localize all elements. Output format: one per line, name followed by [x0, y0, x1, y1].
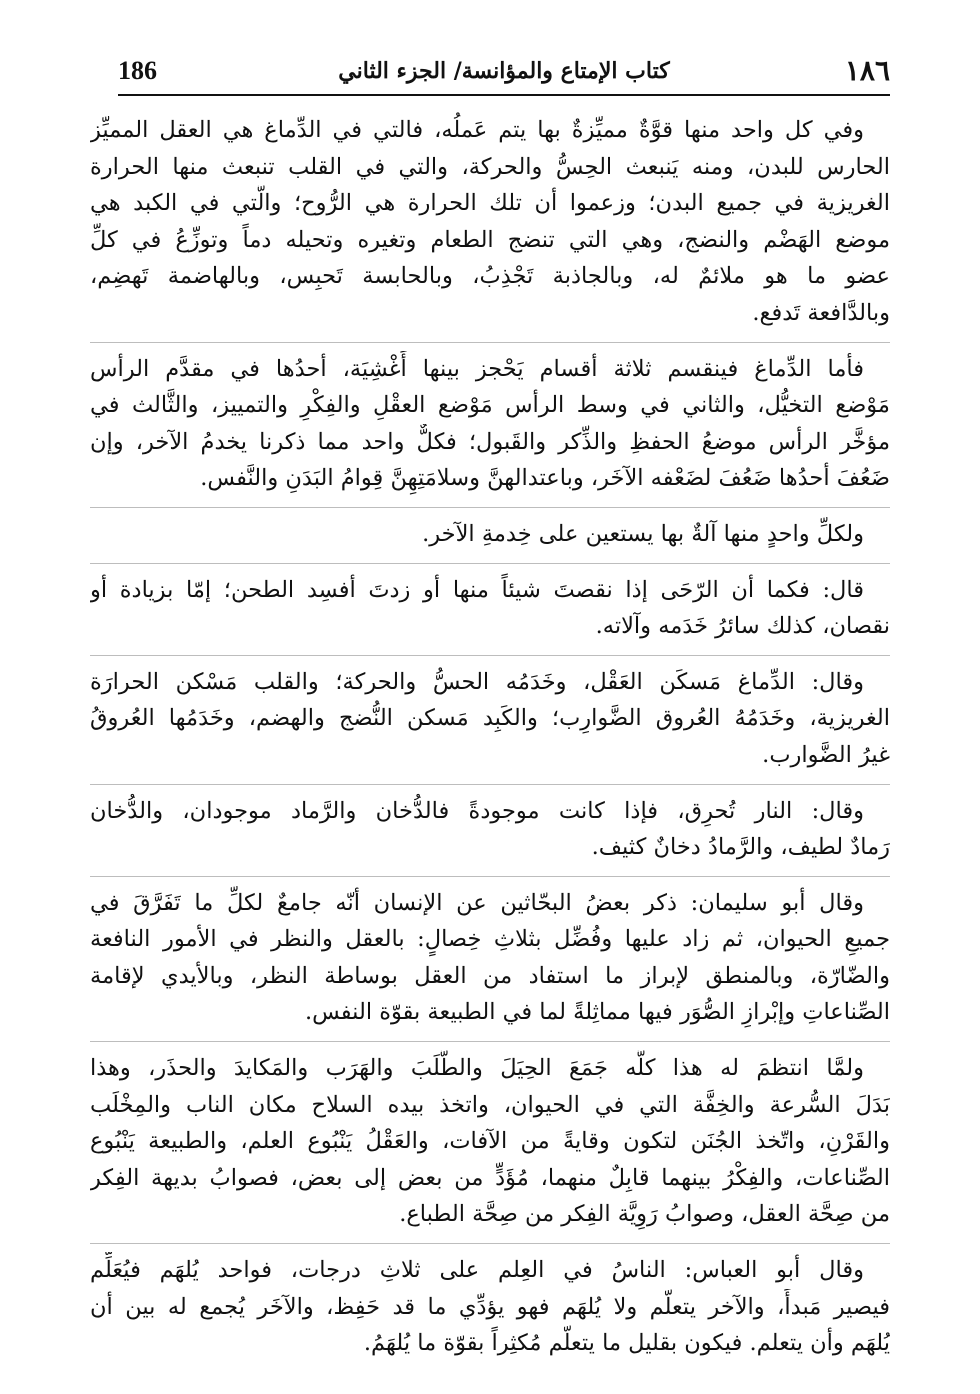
text-line: عضو ما هو ملائمٌ له، وبالجاذبة تَجْذِبُ، وبالحابسة تَحبِس، وبالهاضمة تَهضِم، [90, 263, 890, 290]
text-line: قال: فكما أن الرّحَى إذا نقصتَ شيئاً منها أو زدتَ أفسِد الطحن؛ إمّا بزيادة أو [90, 576, 864, 603]
text-line: ولكلِّ واحدٍ منها آلةٌ بها يستعين على خِدمةِ الآخر. [422, 520, 864, 547]
text-line: الصِّناعاتِ وإبْرازِ الصُّوَر فيها مماثِلةً لما في الطبيعة بقوّة النفس. [304, 999, 890, 1026]
text-line: وفي كل واحد منها قوَّةٌ مميِّزةٌ بها يتم عَملُه، فالتي في الدِّماغ هي العقل المميِّز [90, 117, 864, 143]
text-line: رَمادٌ لطيف، والرَّمادُ دخانٌ كثيف. [591, 834, 890, 861]
paragraph [90, 351, 890, 508]
text-line: ضَعُفَ أحدُها ضَعُفَ لضَعْفه الآخَر، وباعتدالهنَّ وسلامَتِهِنَّ قِوامُ البَدَنِ والنَّفس. [200, 465, 890, 492]
paragraph [90, 1252, 890, 1372]
text-line: موضع الهَضْم والنضج، وهي التي تنضج الطعام وتغيره وتحيله دماً وتوزِّعُ في كلِّ [90, 226, 890, 253]
body-text [90, 112, 890, 1380]
text-line: مَوْضع التخيُّل، والثاني في وسط الرأس مَوْضع العقْلِ والفِكْرِ والتمييز، والثَّالث في [90, 392, 890, 419]
text-line: بَدَلَ السُّرعة والخِفَّة التي في الحيوان، واتخذ بيده السلاح مكان الناب والمِخْلَب [90, 1091, 890, 1118]
text-line: جميعِ الحيوان، ثم زاد عليها وفُضِّل بثلاثِ خِصالٍ: بالعقل والنظر في الأمور النافعة [90, 926, 890, 953]
text-line: الصِّناعات، والفِكْرُ بينهما قابِلٌ منهما، مُؤَدٍّ من بعض إلى بعض، فصوابُ بديهة الفِكر [90, 1164, 890, 1191]
text-line: الغريزية في جميع البدن؛ وزعموا أن تلك الحرارة هي الرُّوح؛ والَّتي في الكبد هي [90, 190, 890, 217]
paragraph [90, 1050, 890, 1244]
page-header [118, 54, 890, 96]
text-line: من صِحَّة العقل، وصوابُ رَوِيَّة الفِكر من صِحَّة الطباع. [399, 1201, 890, 1228]
text-line: وقال: الدِّماغ مَسكَن العَقْل، وخَدَمُه الحسُّ والحركة؛ والقلب مَسْكن الحرارَة [90, 668, 864, 695]
text-line: غيرُ الضَّوارب. [762, 741, 890, 768]
text-line: فيصير مَبدأً، والآخر يتعلّم ولا يُلهَم فهو يؤدِّي ما قد حَفِظ، والآخَر يُجمع له بين أن [90, 1293, 890, 1320]
paragraph [90, 793, 890, 877]
text-line: يُلهَم وأن يتعلم. فيكون بقليل ما يتعلّم مُكثِراً بقوّة ما يُلهَمُ. [363, 1330, 890, 1357]
text-line: ولمَّا انتظمَ له هذا كلُّه جَمَعَ الحِيَلَ والطَّلَبَ والهَرَب والمَكايدَ والحذَر، وهذا [90, 1055, 864, 1082]
text-line: فأما الدِّماغ فينقسم ثلاثة أقسام يَحْجز بينها أَغْشِيَة، أحدُها في مقدَّم الرأس [90, 355, 864, 382]
paragraph [90, 664, 890, 785]
text-line: والضّارّة، وبالمنطق لإبراز ما استفاد من العقل بوساطة النظر، وبالأيدي لإقامة [90, 962, 890, 989]
text-line: مؤخَّر الرأس موضعُ الحفظِ والذِّكر والقَبول؛ فكلٌّ واحد مما ذكرنا يخدمُ الآخر، وإن [90, 428, 890, 455]
paragraph [90, 885, 890, 1042]
page-number-latin: 186 [118, 56, 157, 85]
paragraph [90, 572, 890, 656]
text-line: وقال أبو العباس: الناسُ في العِلم على ثلاثِ درجات، فواحد يُلهَم فيُعَلِّم [90, 1257, 864, 1284]
paragraph [90, 516, 890, 564]
text-line: والقَرْنِ، واتّخذ الجُنَن لتكون وقايةً من الآفات، والعَقْلُ يَنْبُوع العلم، والطبيعة يَنْبُوع [90, 1128, 890, 1155]
text-line: الحارس للبدن، ومنه يَنبعث الحِسُّ والحركة، والتي في القلب تنبعث منها الحرارة [90, 153, 890, 180]
running-title: كتاب الإمتاع والمؤانسة/ الجزء الثاني [338, 58, 670, 84]
text-line: نقصان، كذلك سائرُ خَدَمه وآلاته. [595, 613, 890, 640]
page-number-arabic: ١٨٦ [844, 54, 890, 87]
text-line: وقال أبو سليمان: ذكر بعضُ البحّاثين عن الإنسان أنّه جامعٌ لكلِّ ما تَفَرَّقَ في [90, 889, 864, 916]
text-line: وبالدَّافعة تَدفع. [752, 299, 890, 326]
paragraph [90, 112, 890, 343]
text-line: الغريزية، وخَدَمُهُ العُروق الضَّوارِب؛ والكَبِد مَسكن النُّضج والهضم، وخَدَمُها العُروقُ [90, 705, 890, 732]
text-line: وقال: النار تُحرِق، فإذا كانت موجودةً فالدُّخان والرَّماد موجودان، والدُّخان [90, 797, 864, 824]
